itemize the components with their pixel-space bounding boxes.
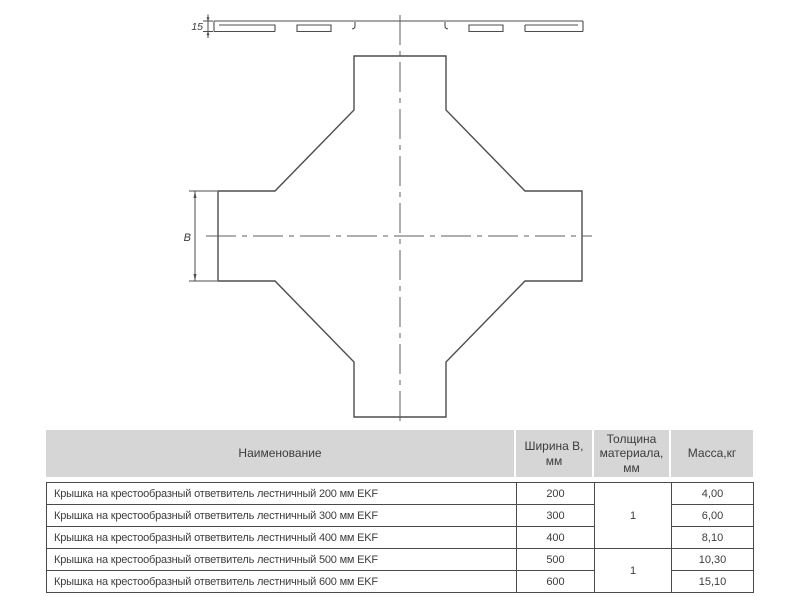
header-thickness: Толщина материала, мм <box>594 430 669 477</box>
profile-hook-left <box>352 22 355 29</box>
table-row <box>47 483 754 505</box>
thickness-cell: 1 <box>595 549 672 593</box>
spec-table-body <box>46 482 754 593</box>
spec-table-header <box>46 430 753 477</box>
profile-flange-midleft <box>297 25 331 32</box>
width-label: B <box>183 232 191 244</box>
profile-flange-midright <box>469 25 503 32</box>
header-mass: Масса,кг <box>671 430 753 477</box>
width-cell: 400 <box>517 527 595 549</box>
thickness-cell: 1 <box>595 483 672 549</box>
thickness-label: 15 <box>191 21 203 33</box>
profile-side-view <box>214 21 583 32</box>
mass-cell: 4,00 <box>672 483 754 505</box>
width-cell: 200 <box>517 483 595 505</box>
profile-hook-right <box>445 22 448 29</box>
mass-cell: 8,10 <box>672 527 754 549</box>
arrowhead-top <box>194 191 197 198</box>
table-row <box>47 549 754 571</box>
product-name-cell: Крышка на крестообразный ответвитель лестничный 400 мм EKF <box>47 527 517 549</box>
mass-cell: 15,10 <box>672 571 754 593</box>
dimension-thickness-15 <box>191 15 213 39</box>
spec-table <box>46 430 753 593</box>
product-name-cell: Крышка на крестообразный ответвитель лестничный 300 мм EKF <box>47 505 517 527</box>
arrowhead-bottom <box>194 274 197 281</box>
width-cell: 600 <box>517 571 595 593</box>
width-cell: 500 <box>517 549 595 571</box>
width-cell: 300 <box>517 505 595 527</box>
header-name: Наименование <box>46 430 514 477</box>
mass-cell: 10,30 <box>672 549 754 571</box>
product-name-cell: Крышка на крестообразный ответвитель лестничный 200 мм EKF <box>47 483 517 505</box>
header-width: Ширина В, мм <box>516 430 592 477</box>
mass-cell: 6,00 <box>672 505 754 527</box>
profile-flange-right <box>525 25 583 32</box>
product-name-cell: Крышка на крестообразный ответвитель лестничный 600 мм EKF <box>47 571 517 593</box>
product-name-cell: Крышка на крестообразный ответвитель лестничный 500 мм EKF <box>47 549 517 571</box>
profile-flange-left <box>214 25 275 32</box>
